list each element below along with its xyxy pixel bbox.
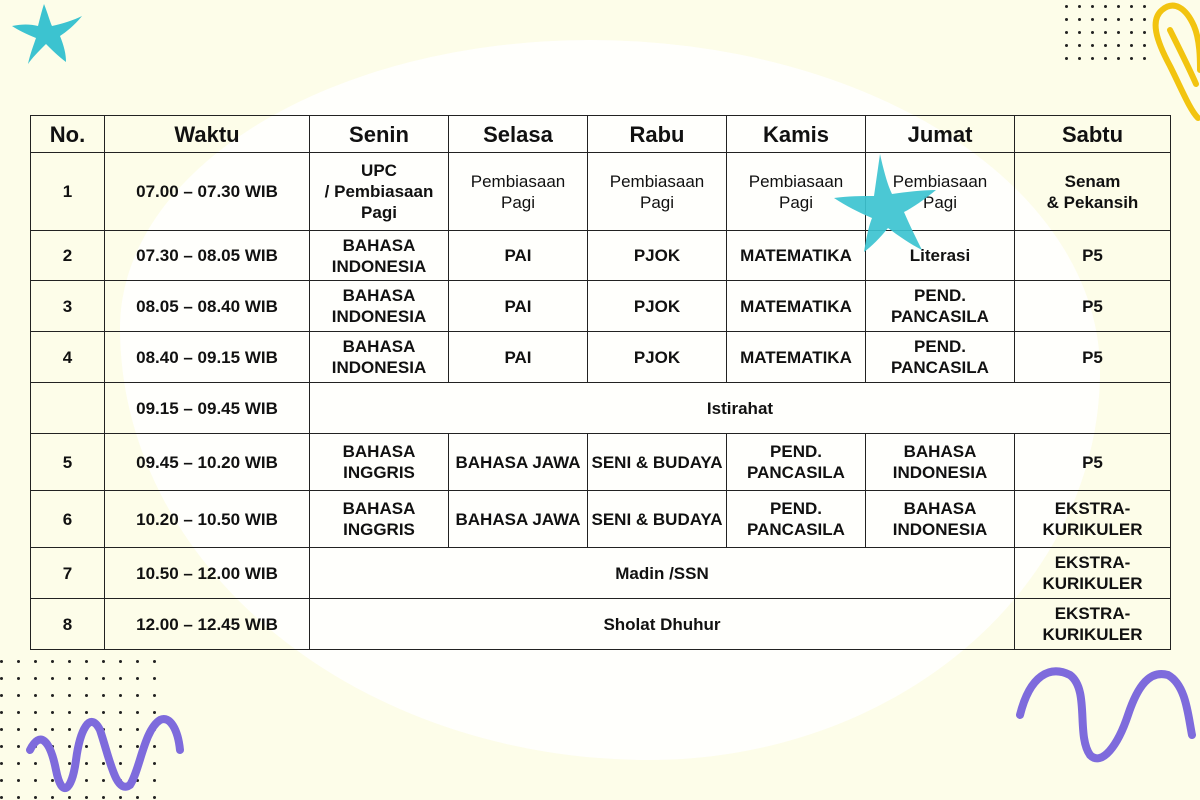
cell-selasa: PAI [449, 281, 588, 332]
cell-kamis: PEND. PANCASILA [727, 434, 866, 491]
cell-selasa: Pembiasaan Pagi [449, 153, 588, 231]
header-sabtu: Sabtu [1015, 116, 1171, 153]
cell-selasa: PAI [449, 332, 588, 383]
table-row [31, 281, 1171, 332]
cell-jumat: BAHASA INDONESIA [866, 491, 1015, 548]
header-kamis: Kamis [727, 116, 866, 153]
cell-sabtu: P5 [1015, 281, 1171, 332]
cell-jumat: Pembiasaan Pagi [866, 153, 1015, 231]
cell-no: 2 [31, 231, 105, 281]
cell-kamis: MATEMATIKA [727, 332, 866, 383]
cell-time: 07.30 – 08.05 WIB [105, 231, 310, 281]
cell-kamis: PEND. PANCASILA [727, 491, 866, 548]
cell-time: 09.15 – 09.45 WIB [105, 383, 310, 434]
cell-rabu: PJOK [588, 281, 727, 332]
header-senin: Senin [310, 116, 449, 153]
cell-sabtu: EKSTRA- KURIKULER [1015, 548, 1171, 599]
cell-no: 8 [31, 599, 105, 650]
cell-time: 09.45 – 10.20 WIB [105, 434, 310, 491]
cell-rabu: PJOK [588, 231, 727, 281]
cell-jumat: PEND. PANCASILA [866, 332, 1015, 383]
cell-sabtu: EKSTRA- KURIKULER [1015, 599, 1171, 650]
star-decoration-icon [830, 150, 940, 255]
cell-senin: BAHASA INDONESIA [310, 231, 449, 281]
cell-no [31, 383, 105, 434]
cell-senin: UPC / Pembiasaan Pagi [310, 153, 449, 231]
cell-no: 5 [31, 434, 105, 491]
cell-time: 08.05 – 08.40 WIB [105, 281, 310, 332]
table-row [31, 434, 1171, 491]
table-row [31, 548, 1171, 599]
cell-rabu: PJOK [588, 332, 727, 383]
table-row [31, 491, 1171, 548]
cell-sabtu: P5 [1015, 332, 1171, 383]
cell-sabtu: P5 [1015, 231, 1171, 281]
squiggle-decoration-icon [1010, 655, 1200, 775]
cell-selasa: PAI [449, 231, 588, 281]
paperclip-decoration-icon [1140, 0, 1200, 125]
cell-time: 08.40 – 09.15 WIB [105, 332, 310, 383]
table-header-row [31, 116, 1171, 153]
cell-sabtu: Senam & Pekansih [1015, 153, 1171, 231]
table-row [31, 231, 1171, 281]
header-selasa: Selasa [449, 116, 588, 153]
star-decoration-icon [8, 0, 86, 68]
cell-time: 10.50 – 12.00 WIB [105, 548, 310, 599]
header-no: No. [31, 116, 105, 153]
table-row [31, 599, 1171, 650]
cell-rabu: SENI & BUDAYA [588, 491, 727, 548]
cell-no: 7 [31, 548, 105, 599]
cell-jumat: BAHASA INDONESIA [866, 434, 1015, 491]
cell-time: 10.20 – 10.50 WIB [105, 491, 310, 548]
dot-grid-decoration [1065, 5, 1145, 70]
cell-no: 3 [31, 281, 105, 332]
cell-time: 12.00 – 12.45 WIB [105, 599, 310, 650]
table-row [31, 332, 1171, 383]
cell-madin: Madin /SSN [310, 548, 1015, 599]
cell-sabtu: EKSTRA- KURIKULER [1015, 491, 1171, 548]
cell-sholat: Sholat Dhuhur [310, 599, 1015, 650]
table-row-break [31, 383, 1171, 434]
cell-jumat: PEND. PANCASILA [866, 281, 1015, 332]
cell-senin: BAHASA INGGRIS [310, 491, 449, 548]
cell-no: 4 [31, 332, 105, 383]
cell-senin: BAHASA INDONESIA [310, 332, 449, 383]
cell-istirahat: Istirahat [310, 383, 1171, 434]
cell-rabu: Pembiasaan Pagi [588, 153, 727, 231]
header-jumat: Jumat [866, 116, 1015, 153]
cell-kamis: Pembiasaan Pagi [727, 153, 866, 231]
cell-senin: BAHASA INGGRIS [310, 434, 449, 491]
cell-rabu: SENI & BUDAYA [588, 434, 727, 491]
header-rabu: Rabu [588, 116, 727, 153]
cell-kamis: MATEMATIKA [727, 231, 866, 281]
cell-kamis: MATEMATIKA [727, 281, 866, 332]
cell-time: 07.00 – 07.30 WIB [105, 153, 310, 231]
table-row [31, 153, 1171, 231]
cell-no: 6 [31, 491, 105, 548]
squiggle-decoration-icon [20, 700, 190, 800]
header-waktu: Waktu [105, 116, 310, 153]
cell-selasa: BAHASA JAWA [449, 491, 588, 548]
schedule-table [30, 115, 1171, 650]
cell-jumat: Literasi [866, 231, 1015, 281]
cell-selasa: BAHASA JAWA [449, 434, 588, 491]
cell-senin: BAHASA INDONESIA [310, 281, 449, 332]
cell-no: 1 [31, 153, 105, 231]
cell-sabtu: P5 [1015, 434, 1171, 491]
